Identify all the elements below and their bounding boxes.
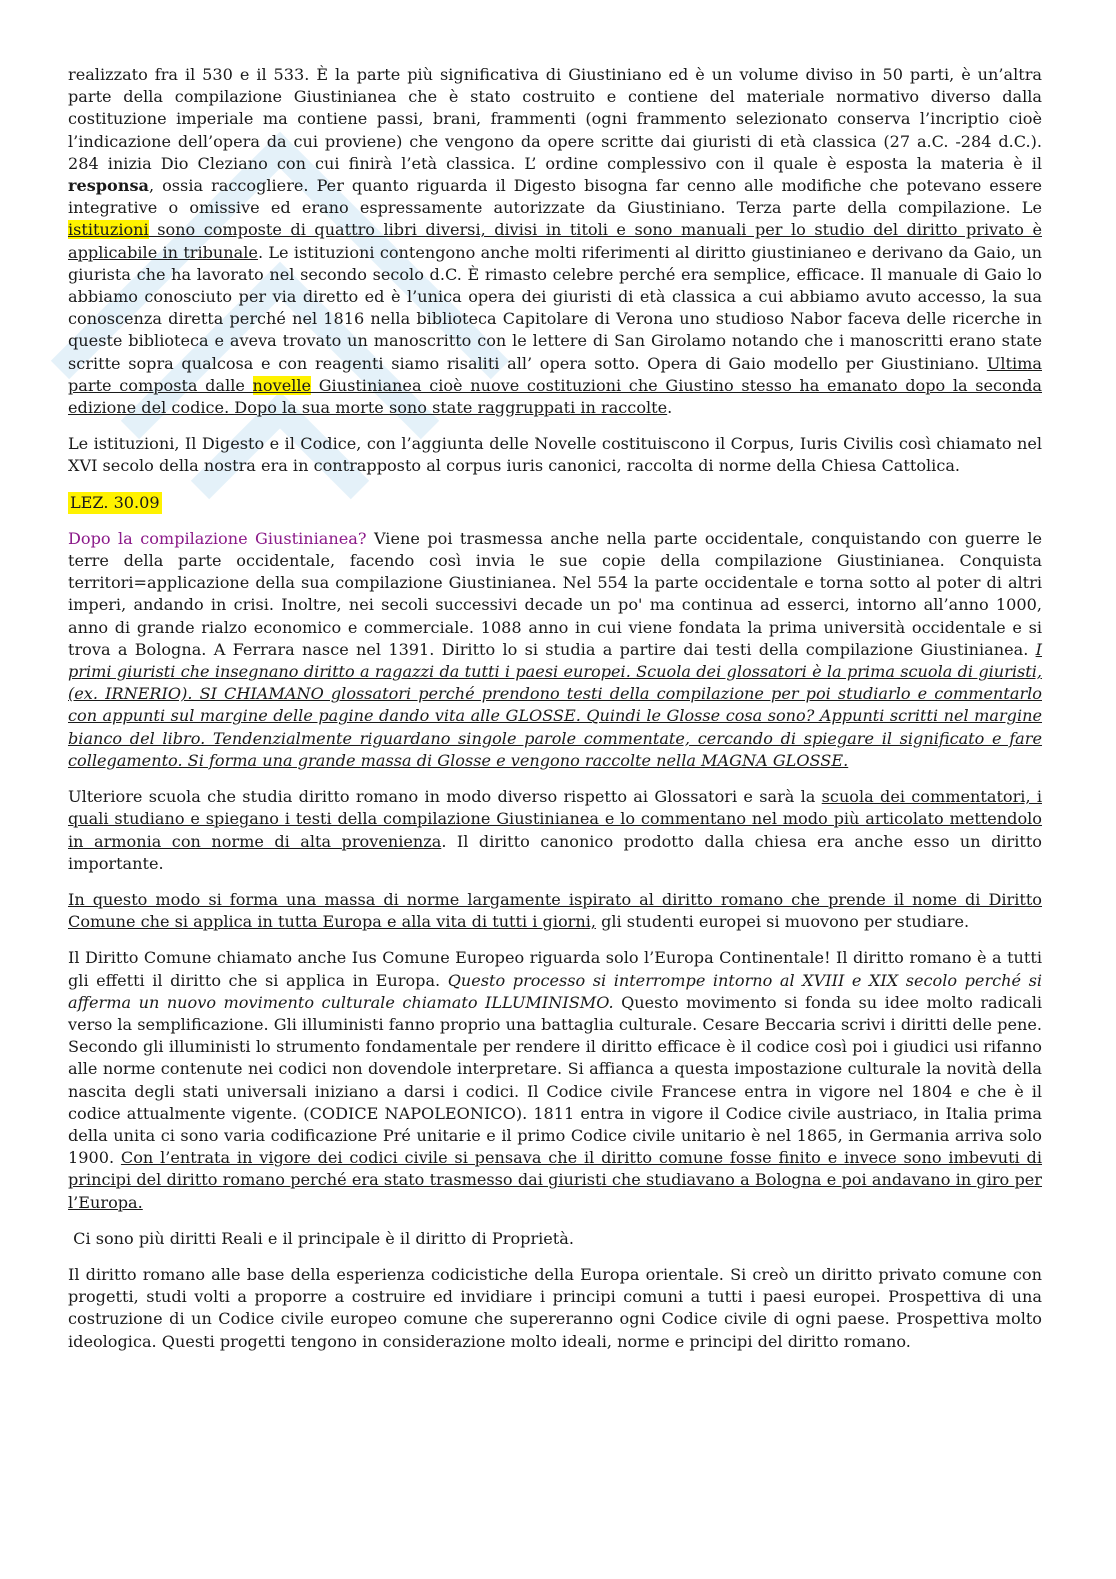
paragraph-digesto-istituzioni — [68, 64, 1042, 419]
text-run: . Le istituzioni contengono anche molti riferimenti al diritto giustinianeo e derivano da Gaio, un giurista che ha lavorato nel secondo secolo d.C. È rimasto celebre perché era semplice, efficace. Il manuale di Gaio lo abbiamo conosciuto per via diretto ed è l’unica opera dei giuristi di età classica a cui abbiamo avuto accesso, la sua conoscenza diretta perché nel 1816 nella biblioteca Capitolare di Verona uno studioso Nabor faceva delle ricerche in queste biblioteca e aveva trovato un manoscritto con le lettere di San Girolamo notando che i manoscritti erano state scritte sopra qualcosa e con reagenti siamo risaliti all’ opera sotto. Opera di Gaio modello per Giustiniano. — [68, 242, 1043, 373]
paragraph-corpus-iuris: Le istituzioni, Il Digesto e il Codice, con l’aggiunta delle Novelle costituiscono il Corpus, Iuris Civilis così chiamato nel XVI secolo della nostra era in contrapposto al corpus iuris canonici, raccolta di norme della Chiesa Cattolica. — [68, 434, 1042, 476]
document-page — [68, 64, 1042, 1367]
paragraph-diritto-comune — [68, 889, 1042, 933]
bold-term-responsa: responsa — [68, 176, 149, 196]
underlined-text: Ultima parte composta dalle — [68, 353, 1042, 395]
text-run: realizzato fra il 530 e il 533. È la parte più significativa di Giustiniano ed è un volume diviso in 50 parti, è un’altra parte della compilazione Giustinianea che è stato costruito e contiene del materiale normativo diverso dalla costituzione imperiale ma contiene passi, brani, frammenti (ogni frammento selezionato conserva l’incriptio cioè l’indicazione dell’opera da cui proviene) che vengono da opere scritte dai giuristi di età classica (27 a.C. -284 d.C.). 284 inizia Dio Cleziano con cui finirà l’età classica. L’ ordine complessivo con il quale è esposta la materia è il — [68, 65, 1042, 173]
italic-underlined-text: I primi giuristi che insegnano diritto a ragazzi da tutti i paesi europei. Scuola dei glossatori è la prima scuola di giuristi, (ex. IRNERIO). SI CHIAMANO glossatori perché prendono testi della compilazione per poi studiarlo e commentarlo con appunti sul margine delle pagine dando vita alle GLOSSE. Quindi le Glosse cosa sono? Appunti scritti nel margine bianco del libro. Tendenzialmente riguardano singole parole commentate, cercando di spiegare il significato e fare collegamento. Si forma una grande massa di Glosse e vengono raccolte nella MAGNA GLOSSE. — [68, 639, 1042, 770]
paragraph-illuminismo — [68, 947, 1042, 1213]
paragraph-commentatori — [68, 786, 1042, 875]
lesson-heading — [68, 492, 1042, 514]
highlighted-term-istituzioni: istituzioni — [68, 220, 149, 240]
text-run: Il Diritto Comune chiamato anche Ius Comune Europeo riguarda solo l’Europa Continentale! Il diritto romano è a tutti gli effetti il diritto che si applica in Europa. — [68, 948, 1042, 990]
paragraph-diritti-reali: Ci sono più diritti Reali e il principale è il diritto di Proprietà. — [68, 1228, 574, 1248]
italic-text: Questo processo si interrompe intorno al XVIII e XIX secolo perché si afferma un nuovo movimento culturale chiamato ILLUMINISMO. — [68, 970, 1042, 1012]
underlined-text: scuola dei commentatori, i quali studiano e spiegano i testi della compilazione Giustinianea e lo commentano nel modo più articolato mettendolo in armonia con norme di alta provenienza — [68, 787, 1042, 851]
text-run: gli studenti europei si muovono per studiare. — [595, 912, 970, 932]
paragraph-codice-europeo: Il diritto romano alle base della esperienza codicistiche della Europa orientale. Si creò un diritto privato comune con progetti, studi volti a proporre a costruire ed invidiare i principi comuni a tutti i paesi europei. Prospettiva di una costruzione di un Codice civile europeo comune che supereranno ogni Codice civile di ogni paese. Prospettiva molto ideologica. Questi progetti tengono in considerazione molto ideali, norme e principi del diritto romano. — [68, 1264, 1042, 1351]
highlighted-term-novelle: novelle — [252, 375, 312, 395]
text-run: Questo movimento si fonda su idee molto radicali verso la semplificazione. Gli illuministi fanno proprio una battaglia culturale. Cesare Beccaria scrivi i diritti delle pene. Secondo gli illuministi lo strumento fondamentale per rendere il diritto efficace è il codice così poi i giudici usi rifanno alle norme contenute nei codici non dovendole interpretare. Si affianca a questa impostazione culturale la novità della nascita degli stati universali iniziano a darsi i codici. Il Codice civile Francese entra in vigore nel 1804 e che è il codice attualmente vigente. (CODICE NAPOLEONICO). 1811 entra in vigore il Codice civile austriaco, in Italia prima della unita ci sono varia codificazione Pré unitarie e il primo Codice civile unitario è nel 1865, in Germania arriva solo 1900. — [68, 992, 1042, 1168]
text-run: . Il diritto canonico prodotto dalla chiesa era anche esso un diritto importante. — [68, 831, 1042, 873]
text-run: . — [667, 398, 673, 418]
text-run: Viene poi trasmessa anche nella parte occidentale, conquistando con guerre le terre della parte occidentale, facendo così invia le sue copie della compilazione Giustinianea. Conquista territori=applicazione della sua compilazione Giustinianea. Nel 554 la parte occidentale e torna sotto al poter di altri imperi, andando in crisi. Inoltre, nei secoli successivi decade un po' ma continua ad esserci, intorno all’anno 1000, anno di grande rialzo economico e commerciale. 1088 anno in cui viene fondata la prima università occidentale e si trova a Bologna. A Ferrara nasce nel 1391. Diritto lo si studia a partire dai testi della compilazione Giustinianea. — [68, 528, 1042, 659]
text-run: , ossia raccogliere. Per quanto riguarda il Digesto bisogna far cenno alle modifiche che potevano essere integrative o omissive ed erano espressamente autorizzate da Giustiniano. Terza parte della compilazione. Le — [68, 176, 1042, 218]
lesson-date-label: LEZ. 30.09 — [68, 492, 162, 514]
underlined-text: Con l’entrata in vigore dei codici civile si pensava che il diritto comune fosse finito e invece sono imbevuti di principi del diritto romano perché era stato trasmesso dai giuristi che studiavano a Bologna e poi andavano in giro per l’Europa. — [68, 1148, 1042, 1212]
underlined-text: In questo modo si forma una massa di norme largamente ispirato al diritto romano che prende il nome di Diritto Comune che si applica in tutta Europa e alla vita di tutti i giorni, — [68, 889, 1042, 932]
underlined-text: Giustinianea cioè nuove costituzioni che Giustino stesso ha emanato dopo la seconda edizione del codice. Dopo la sua morte sono state raggruppati in raccolte — [68, 375, 1042, 418]
paragraph-glossatori — [68, 528, 1042, 772]
section-question-heading: Dopo la compilazione Giustinianea? — [68, 528, 367, 548]
text-run: Ulteriore scuola che studia diritto romano in modo diverso rispetto ai Glossatori e sarà la — [68, 787, 822, 807]
underlined-text: sono composte di quattro libri diversi, divisi in titoli e sono manuali per lo studio del diritto privato è applicabile in tribunale — [68, 220, 1042, 262]
